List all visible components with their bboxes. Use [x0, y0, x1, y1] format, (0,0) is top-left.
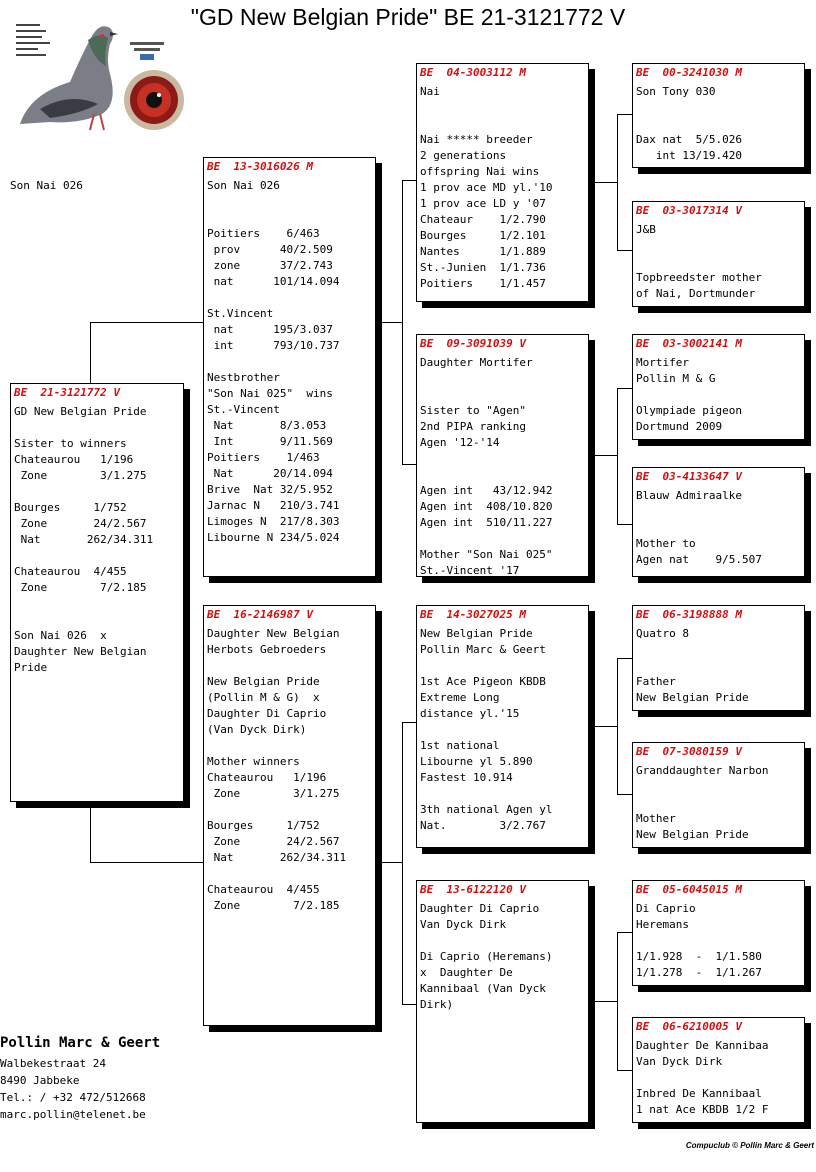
pedigree-card-ddd [632, 1017, 805, 1123]
connector-line [617, 114, 633, 115]
card-text: Nai Nai ***** breeder 2 generations offspring Nai wins 1 prov ace MD yl.'10 1 prov ace LD y '07 Chateaur 1/2.790 Bourges 1/2.101 Nantes 1/1.889 St.-Junien 1/1.736 Poitiers 1/1.457 [420, 85, 553, 290]
ring-number: BE 13-3016026 M [207, 160, 313, 173]
card-text: Mortifer Pollin M & G Olympiade pigeon Dortmund 2009 [636, 356, 742, 433]
breeder-email[interactable]: marc.pollin@telenet.be [0, 1108, 146, 1121]
connector-line [589, 1001, 617, 1002]
connector-line [402, 464, 417, 465]
ring-number: BE 09-3091039 V [420, 337, 526, 350]
connector-line [617, 1070, 633, 1071]
breeder-name: Pollin Marc & Geert [0, 1035, 161, 1051]
card-text: New Belgian Pride Pollin Marc & Geert 1st Ace Pigeon KBDB Extreme Long distance yl.'15 1st national Libourne yl 5.890 Fastest 10.914 3th national Agen yl Nat. 3/2.767 [420, 627, 553, 832]
ring-number: BE 06-6210005 V [636, 1020, 742, 1033]
pedigree-card-sds [632, 334, 805, 440]
card-text: Daughter De Kannibaa Van Dyck Dirk Inbred De Kannibaal 1 nat Ace KBDB 1/2 F [636, 1039, 769, 1116]
connector-line [617, 250, 633, 251]
pedigree-card-dam-dam [416, 880, 589, 1123]
connector-line [402, 722, 417, 723]
connector-line [589, 182, 617, 183]
connector-line [617, 388, 618, 524]
card-text: Granddaughter Narbon Mother New Belgian Pride [636, 764, 769, 841]
connector-line [402, 180, 403, 464]
card-text: Daughter New Belgian Herbots Gebroeders New Belgian Pride (Pollin M & G) x Daughter Di Caprio (Van Dyck Dirk) Mother winners Chateaurou 1/196 Zone 3/1.275 Bourges 1/752 Zone 24/2.567 Nat 262/34.311 Chateaurou 4/455 Zone 7/2.185 [207, 627, 347, 912]
pedigree-card-ssd [632, 201, 805, 307]
ring-number: BE 13-6122120 V [420, 883, 526, 896]
pedigree-card-dam [203, 605, 376, 1026]
ring-number: BE 03-3017314 V [636, 204, 742, 217]
connector-line [402, 180, 417, 181]
card-text: Quatro 8 Father New Belgian Pride [636, 627, 749, 704]
connector-line [617, 932, 618, 1070]
pedigree-card-subject [10, 383, 184, 802]
connector-line [589, 726, 617, 727]
ring-number: BE 21-3121772 V [14, 386, 120, 399]
pedigree-card-sire-dam [416, 334, 589, 577]
pedigree-card-sdd [632, 467, 805, 577]
connector-line [90, 862, 204, 863]
pedigree-card-dss [632, 605, 805, 711]
card-text: Son Tony 030 Dax nat 5/5.026 int 13/19.420 [636, 85, 742, 162]
eye-icon [124, 70, 184, 130]
ring-number: BE 07-3080159 V [636, 745, 742, 758]
connector-line [617, 658, 633, 659]
connector-line [617, 658, 618, 794]
connector-line [90, 322, 204, 323]
connector-line [617, 388, 633, 389]
connector-line [617, 932, 633, 933]
ring-number: BE 03-4133647 V [636, 470, 742, 483]
ring-number: BE 04-3003112 M [420, 66, 526, 79]
ring-number: BE 16-2146987 V [207, 608, 313, 621]
connector-line [376, 862, 402, 863]
subject-note: Son Nai 026 [10, 179, 83, 192]
connector-line [402, 722, 403, 1004]
breeder-info [0, 1035, 160, 1123]
breeder-street: Walbekestraat 24 [0, 1057, 106, 1070]
card-text: GD New Belgian Pride Sister to winners Chateaurou 1/196 Zone 3/1.275 Bourges 1/752 Zone 24/2.567 Nat 262/34.311 Chateaurou 4/455 Zone 7/2.185 Son Nai 026 x Daughter New Belgian Pride [14, 405, 154, 674]
breeder-phone: Tel.: / +32 472/512668 [0, 1091, 146, 1104]
ring-number: BE 14-3027025 M [420, 608, 526, 621]
page-title: "GD New Belgian Pride" BE 21-3121772 V [190, 4, 626, 30]
connector-line [617, 524, 633, 525]
connector-line [617, 114, 618, 250]
footer-credit: Compuclub © Pollin Marc & Geert [685, 1141, 814, 1150]
connector-line [589, 455, 617, 456]
connector-line [402, 1004, 417, 1005]
logo-icon [130, 42, 164, 60]
pedigree-card-sss [632, 63, 805, 168]
breeder-city: 8490 Jabbeke [0, 1074, 80, 1087]
pedigree-card-sire-sire [416, 63, 589, 302]
connector-line [617, 794, 633, 795]
connector-line [90, 802, 91, 862]
card-text: Daughter Mortifer Sister to "Agen" 2nd PIPA ranking Agen '12-'14 Agen int 43/12.942 Agen int 408/10.820 Agen int 510/11.227 Mother "Son Nai 025" St.-Vincent '17 [420, 356, 553, 577]
ring-number: BE 05-6045015 M [636, 883, 742, 896]
card-text: Daughter Di Caprio Van Dyck Dirk Di Caprio (Heremans) x Daughter De Kannibaal (Van Dyck Dirk) [420, 902, 553, 1011]
card-text: Di Caprio Heremans 1/1.928 - 1/1.580 1/1.278 - 1/1.267 [636, 902, 762, 979]
card-text: Blauw Admiraalke Mother to Agen nat 9/5.507 [636, 489, 762, 566]
pedigree-card-dds [632, 880, 805, 986]
ring-number: BE 03-3002141 M [636, 337, 742, 350]
connector-line [90, 322, 91, 384]
certificate-icon [14, 16, 54, 66]
card-text: Son Nai 026 Poitiers 6/463 prov 40/2.509 zone 37/2.743 nat 101/14.094 St.Vincent nat 195/3.037 int 793/10.737 Nestbrother "Son Nai 025" wins St.-Vincent Nat 8/3.053 Int 9/11.569 Poitiers 1/463 Nat 20/14.094 Brive Nat 32/5.952 Jarnac N 210/3.741 Limoges N 217/8.303 Libourne N 234/5.024 [207, 179, 340, 544]
pedigree-card-dam-sire [416, 605, 589, 848]
connector-line [376, 322, 402, 323]
card-text: J&B Topbreedster mother of Nai, Dortmunder [636, 223, 762, 300]
ring-number: BE 00-3241030 M [636, 66, 742, 79]
pedigree-card-dsd [632, 742, 805, 848]
pigeon-photo [10, 14, 190, 134]
ring-number: BE 06-3198888 M [636, 608, 742, 621]
pedigree-card-sire [203, 157, 376, 577]
